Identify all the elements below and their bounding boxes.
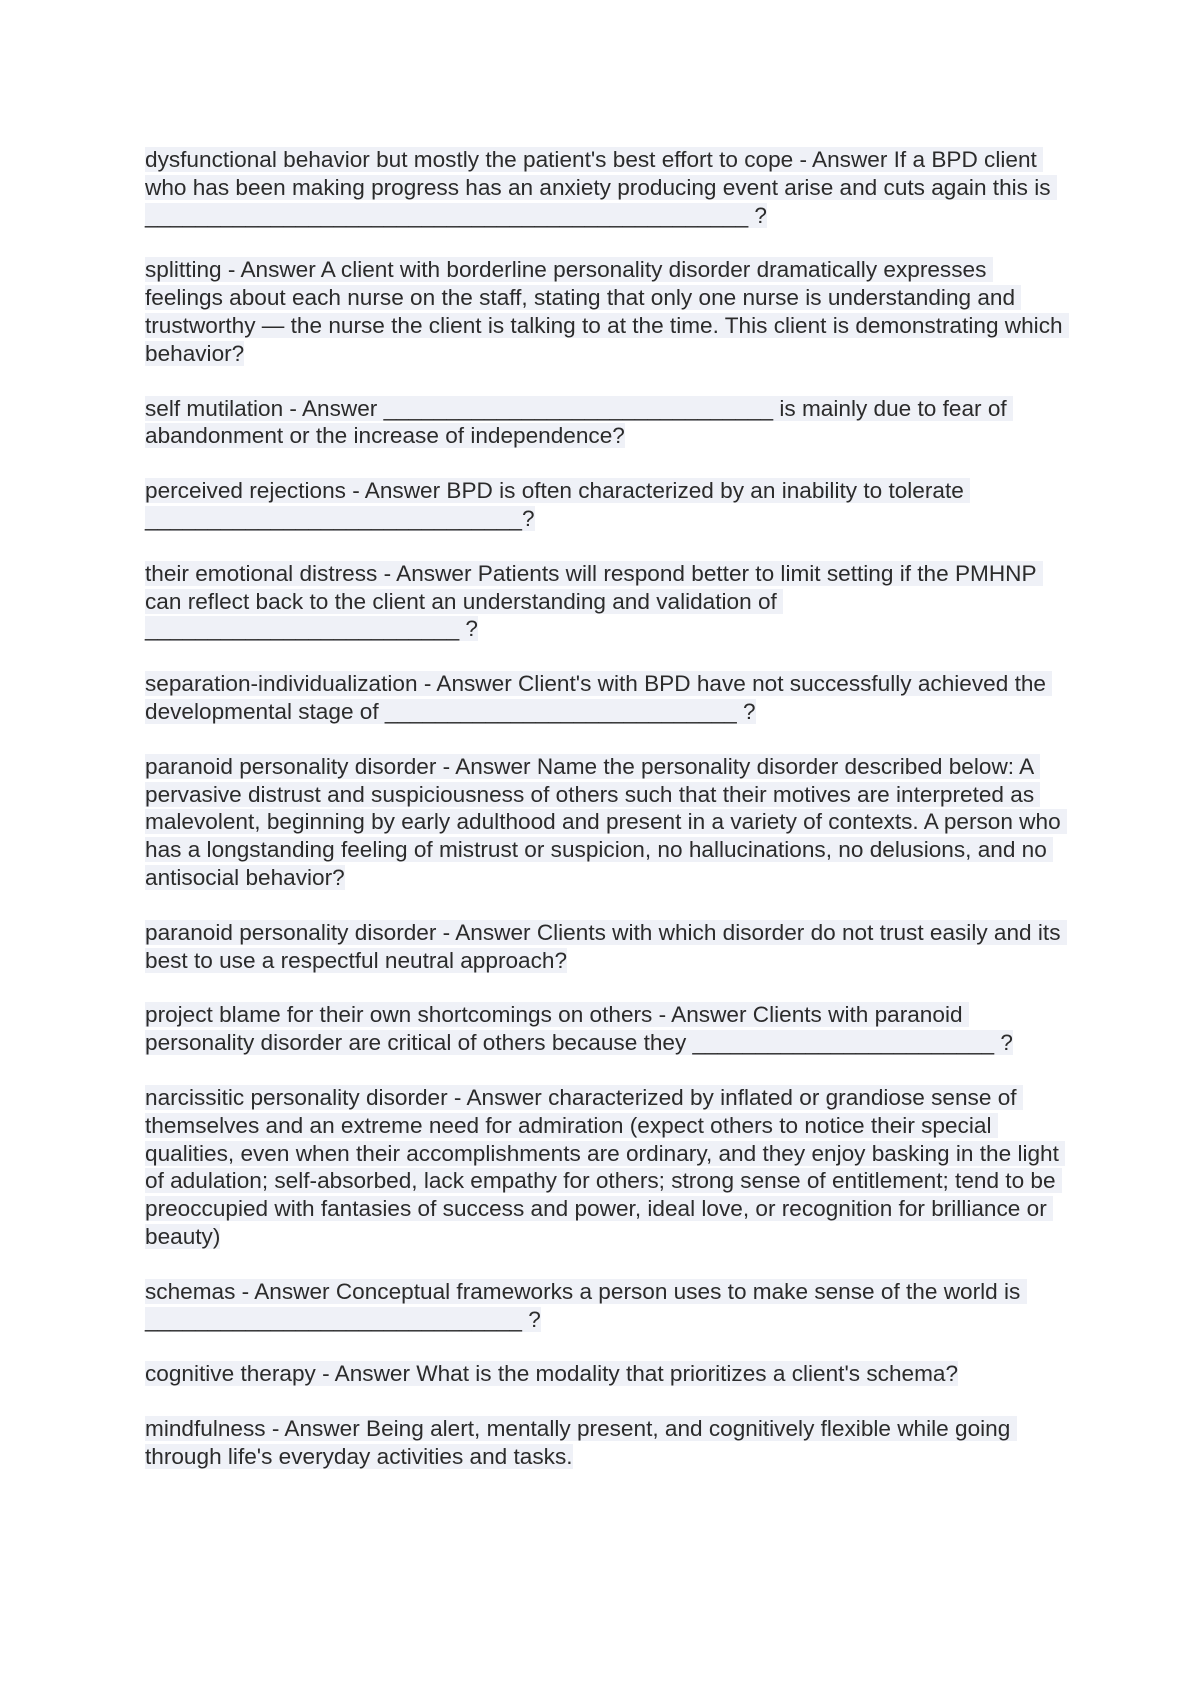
- flashcard-entry: [145, 1084, 1065, 1251]
- flashcard-entry: [145, 477, 1065, 533]
- flashcard-text: their emotional distress - Answer Patients will respond better to limit setting if the PMHNP can reflect back to the client an understanding and validation of _________________________ ?: [145, 560, 1043, 642]
- flashcard-entry: [145, 256, 1069, 367]
- flashcard-entry: [145, 560, 1065, 643]
- flashcard-list: [145, 146, 1069, 1498]
- flashcard-entry: [145, 919, 1065, 975]
- flashcard-entry: [145, 670, 1065, 726]
- flashcard-entry: [145, 146, 1065, 229]
- flashcard-text: dysfunctional behavior but mostly the patient's best effort to cope - Answer If a BPD client who has been making progress has an anxiety producing event arise and cuts again this is ________________________________________________ ?: [145, 147, 1057, 228]
- flashcard-text: project blame for their own shortcomings on others - Answer Clients with paranoid personality disorder are critical of others because they ________________________ ?: [145, 1002, 1013, 1056]
- flashcard-entry: [145, 1360, 1065, 1388]
- flashcard-text: mindfulness - Answer Being alert, mentally present, and cognitively flexible while going through life's everyday activities and tasks.: [145, 1416, 1017, 1469]
- flashcard-entry: [145, 753, 1065, 892]
- flashcard-entry: [145, 1001, 1065, 1057]
- flashcard-text: self mutilation - Answer _______________________________ is mainly due to fear of abandonment or the increase of independence?: [145, 395, 1013, 449]
- flashcard-entry: [145, 395, 1065, 451]
- flashcard-entry: [145, 1278, 1065, 1334]
- flashcard-text: paranoid personality disorder - Answer Name the personality disorder described below: A pervasive distrust and suspiciousness of others such that their motives are interpreted as malevolent, beginning by early adulthood and present in a variety of contexts. A person who has a longstanding feeling of mistrust or suspicion, no hallucinations, no delusions, and no antisocial behavior?: [145, 753, 1067, 890]
- flashcard-text: splitting - Answer A client with borderline personality disorder dramatically expresses feelings about each nurse on the staff, stating that only one nurse is understanding and trustworthy — the nurse the client is talking to at the time. This client is demonstrating which behavior?: [145, 257, 1069, 366]
- flashcard-text: cognitive therapy - Answer What is the modality that prioritizes a client's schema?: [145, 1361, 959, 1387]
- flashcard-text: schemas - Answer Conceptual frameworks a person uses to make sense of the world is ______________________________ ?: [145, 1278, 1027, 1332]
- flashcard-entry: [145, 1415, 1065, 1471]
- flashcard-text: perceived rejections - Answer BPD is often characterized by an inability to tolerate ______________________________?: [145, 478, 971, 531]
- flashcard-text: narcissitic personality disorder - Answer characterized by inflated or grandiose sense of themselves and an extreme need for admiration (expect others to notice their special qualities, even when their accomplishments are ordinary, and they enjoy basking in the light of adulation; self-absorbed, lack empathy for others; strong sense of entitlement; tend to be preoccupied with fantasies of success and power, ideal love, or recognition for brilliance or beauty): [145, 1084, 1066, 1249]
- flashcard-text: paranoid personality disorder - Answer Clients with which disorder do not trust easily and its best to use a respectful neutral approach?: [145, 919, 1067, 973]
- flashcard-text: separation-individualization - Answer Client's with BPD have not successfully achieved the developmental stage of ____________________________ ?: [145, 671, 1053, 724]
